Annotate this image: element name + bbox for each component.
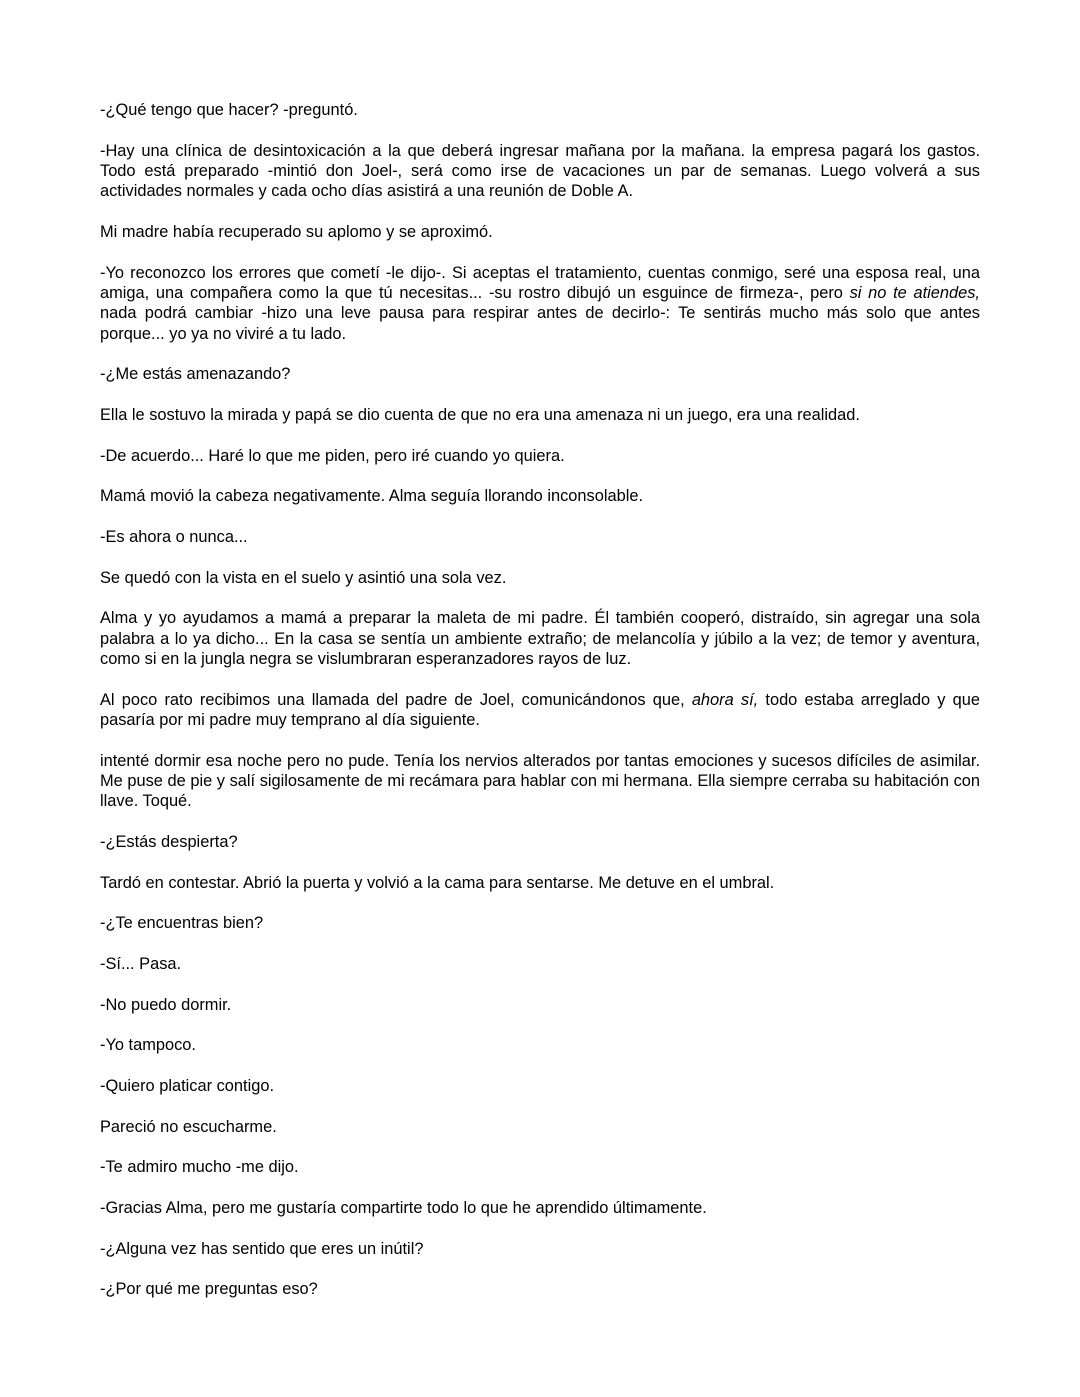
text-segment: -¿Por qué me preguntas eso?: [100, 1280, 318, 1299]
paragraph: [100, 263, 980, 344]
paragraph: [100, 1035, 980, 1055]
text-segment: Ella le sostuvo la mirada y papá se dio cuenta de que no era una amenaza ni un juego, era una realidad.: [100, 405, 860, 424]
text-segment: -¿Alguna vez has sentido que eres un inútil?: [100, 1239, 424, 1258]
text-segment: -Es ahora o nunca...: [100, 527, 248, 546]
paragraph: [100, 568, 980, 588]
paragraph: [100, 873, 980, 893]
text-segment: -Quiero platicar contigo.: [100, 1077, 275, 1096]
text-segment: -Hay una clínica de desintoxicación a la que deberá ingresar mañana por la mañana. la empresa pagará los gastos. Todo está preparado -mintió don Joel-, será como irse de vacaciones un par de semanas. Luego volverá a sus actividades normales y cada ocho días asistirá a una reunión de Doble A.: [100, 141, 980, 201]
paragraph: [100, 1117, 980, 1137]
paragraph: [100, 690, 980, 731]
text-segment: -Gracias Alma, pero me gustaría compartirte todo lo que he aprendido últimamente.: [100, 1199, 707, 1218]
italic-text: si no te atiendes,: [849, 283, 980, 302]
paragraph: [100, 364, 980, 384]
italic-text: ahora sí,: [691, 690, 759, 709]
text-segment: todo estaba arreglado y que pasaría por mi padre muy temprano al día siguiente.: [100, 690, 980, 729]
paragraph: [100, 1157, 980, 1177]
paragraph: [100, 1076, 980, 1096]
paragraph: [100, 446, 980, 466]
paragraph: [100, 141, 980, 202]
text-segment: Mamá movió la cabeza negativamente. Alma seguía llorando inconsolable.: [100, 487, 644, 506]
paragraph: [100, 222, 980, 242]
text-segment: -¿Qué tengo que hacer? -preguntó.: [100, 101, 358, 119]
paragraph: [100, 608, 980, 669]
text-segment: -¿Estás despierta?: [100, 832, 238, 851]
paragraph: [100, 486, 980, 506]
text-segment: -¿Te encuentras bien?: [100, 914, 264, 933]
paragraph: [100, 100, 980, 120]
text-segment: Tardó en contestar. Abrió la puerta y volvió a la cama para sentarse. Me detuve en el umbral.: [100, 873, 775, 892]
text-segment: -Yo reconozco los errores que cometí -le dijo-. Si aceptas el tratamiento, cuentas conmigo, seré una esposa real, una amiga, una compañera como la que tú necesitas... -su rostro dibujó un esguince de firmeza-, pero: [100, 263, 980, 302]
text-segment: -No puedo dormir.: [100, 995, 232, 1014]
paragraph: [100, 1239, 980, 1259]
paragraph: [100, 832, 980, 852]
text-segment: intenté dormir esa noche pero no pude. Tenía los nervios alterados por tantas emociones y sucesos difíciles de asimilar. Me puse de pie y salí sigilosamente de mi recámara para hablar con mi hermana. Ella siempre cerraba su habitación con llave. Toqué.: [100, 751, 980, 811]
text-segment: -Yo tampoco.: [100, 1036, 196, 1055]
text-segment: -De acuerdo... Haré lo que me piden, pero iré cuando yo quiera.: [100, 446, 565, 465]
text-segment: nada podrá cambiar -hizo una leve pausa para respirar antes de decirlo-: Te sentirás mucho más solo que antes porque... yo ya no viviré a tu lado.: [100, 304, 980, 343]
paragraph: [100, 995, 980, 1015]
text-segment: -Sí... Pasa.: [100, 954, 182, 973]
paragraph: [100, 1198, 980, 1218]
text-segment: Mi madre había recuperado su aplomo y se aproximó.: [100, 222, 493, 241]
text-segment: Se quedó con la vista en el suelo y asintió una sola vez.: [100, 568, 507, 587]
text-segment: Pareció no escucharme.: [100, 1117, 277, 1136]
text-segment: Al poco rato recibimos una llamada del padre de Joel, comunicándonos que,: [100, 690, 692, 709]
text-segment: -Te admiro mucho -me dijo.: [100, 1158, 299, 1177]
text-segment: -¿Me estás amenazando?: [100, 365, 291, 384]
paragraph: [100, 751, 980, 812]
paragraph: [100, 527, 980, 547]
document-page: [100, 100, 980, 1320]
text-segment: Alma y yo ayudamos a mamá a preparar la maleta de mi padre. Él también cooperó, distraído, sin agregar una sola palabra a lo ya dicho... En la casa se sentía un ambiente extraño; de melancolía y júbilo a la vez; de temor y aventura, como si en la jungla negra se vislumbraran esperanzadores rayos de luz.: [100, 609, 980, 668]
paragraph: [100, 913, 980, 933]
paragraph: [100, 1279, 980, 1299]
paragraph: [100, 954, 980, 974]
paragraph: [100, 405, 980, 425]
